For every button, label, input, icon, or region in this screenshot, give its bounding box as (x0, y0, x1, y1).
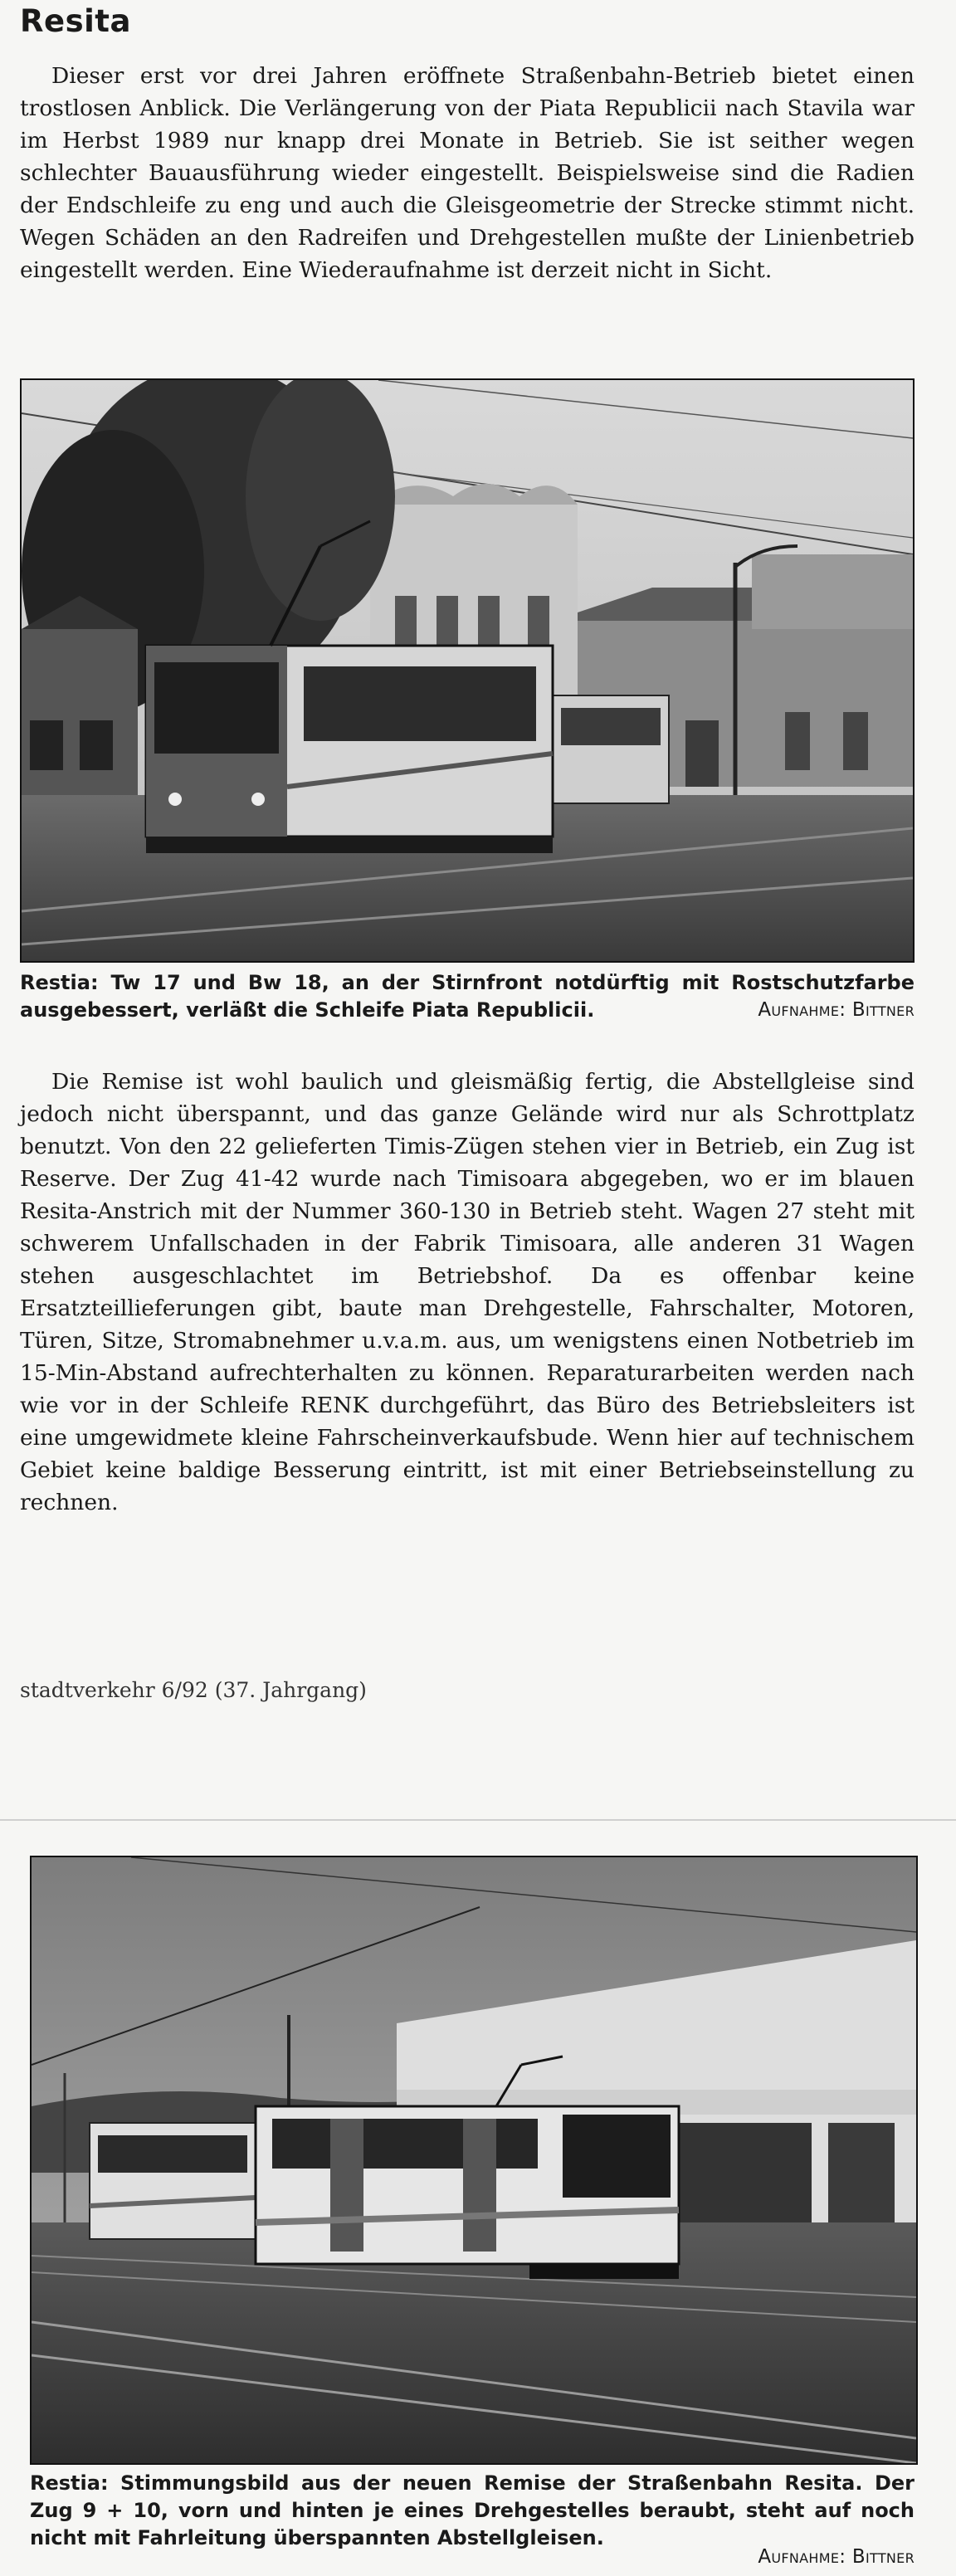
tram-photo-remise (30, 1856, 918, 2465)
article-heading: Resita (20, 3, 131, 39)
tram-photo-piata-republicii (20, 378, 915, 963)
photo-1-caption: Restia: Tw 17 und Bw 18, an der Stirnfront notdürftig mit Rostschutzfarbe ausgebessert, verläßt die Schleife Piata Republicii. (20, 971, 915, 1022)
source-citation: stadtverkehr 6/92 (37. Jahrgang) (20, 1678, 367, 1702)
tram-photo-1-image (22, 380, 913, 961)
page-divider (0, 1819, 956, 1821)
tram-photo-2-image (32, 1857, 916, 2463)
intro-paragraph: Dieser erst vor drei Jahren eröffnete Straßenbahn-Betrieb bietet einen trostlosen Anblick. Die Verlängerung von der Piata Republicii nach Stavila war im Herbst 1989 nur knapp drei Monate in Betrieb. Sie ist seither wegen schlechter Bauausführung wieder eingestellt. Beispielsweise sind die Radien der Endschleife zu eng und auch die Gleisgeometrie der Strecke stimmt nicht. Wegen Schäden an den Radreifen und Drehgestellen mußte der Linienbetrieb eingestellt werden. Eine Wiederaufnahme ist derzeit nicht in Sicht. (20, 63, 915, 283)
depot-paragraph: Die Remise ist wohl baulich und gleismäßig fertig, die Abstellgleise sind jedoch nicht überspannt, und das ganze Gelände wird nur als Schrottplatz benutzt. Von den 22 gelieferten Timis-Zügen stehen vier in Betrieb, ein Zug ist Reserve. Der Zug 41-42 wurde nach Timisoara abgegeben, wo er im blauen Resita-Anstrich mit der Nummer 360-130 in Betrieb steht. Wagen 27 steht mit schwerem Unfallschaden in der Fabrik Timisoara, alle anderen 31 Wagen stehen ausgeschlachtet im Betriebshof. Da es offenbar keine Ersatzteillieferungen gibt, baute man Drehgestelle, Fahrschalter, Motoren, Türen, Sitze, Stromabnehmer u.v.a.m. aus, um wenigstens einen Notbetrieb im 15-Min-Abstand aufrechterhalten zu können. Reparaturarbeiten werden nach wie vor in der Schleife RENK durchgeführt, das Büro des Betriebsleiters ist eine umgewidmete kleine Fahrscheinverkaufsbude. Wenn hier auf technischem Gebiet keine baldige Besserung eintritt, ist mit einer Betriebseinstellung zu rechnen. (20, 1069, 915, 1515)
photo-2-caption: Restia: Stimmungsbild aus der neuen Remise der Straßenbahn Resita. Der Zug 9 + 10, vorn und hinten je eines Drehgestelles beraubt, steht auf noch nicht mit Fahrleitung überspannten Abstellgleisen. (30, 2471, 915, 2549)
photo-1-credit: Aufnahme: Bittner (758, 999, 915, 1021)
photo-2-credit: Aufnahme: Bittner (758, 2546, 915, 2568)
